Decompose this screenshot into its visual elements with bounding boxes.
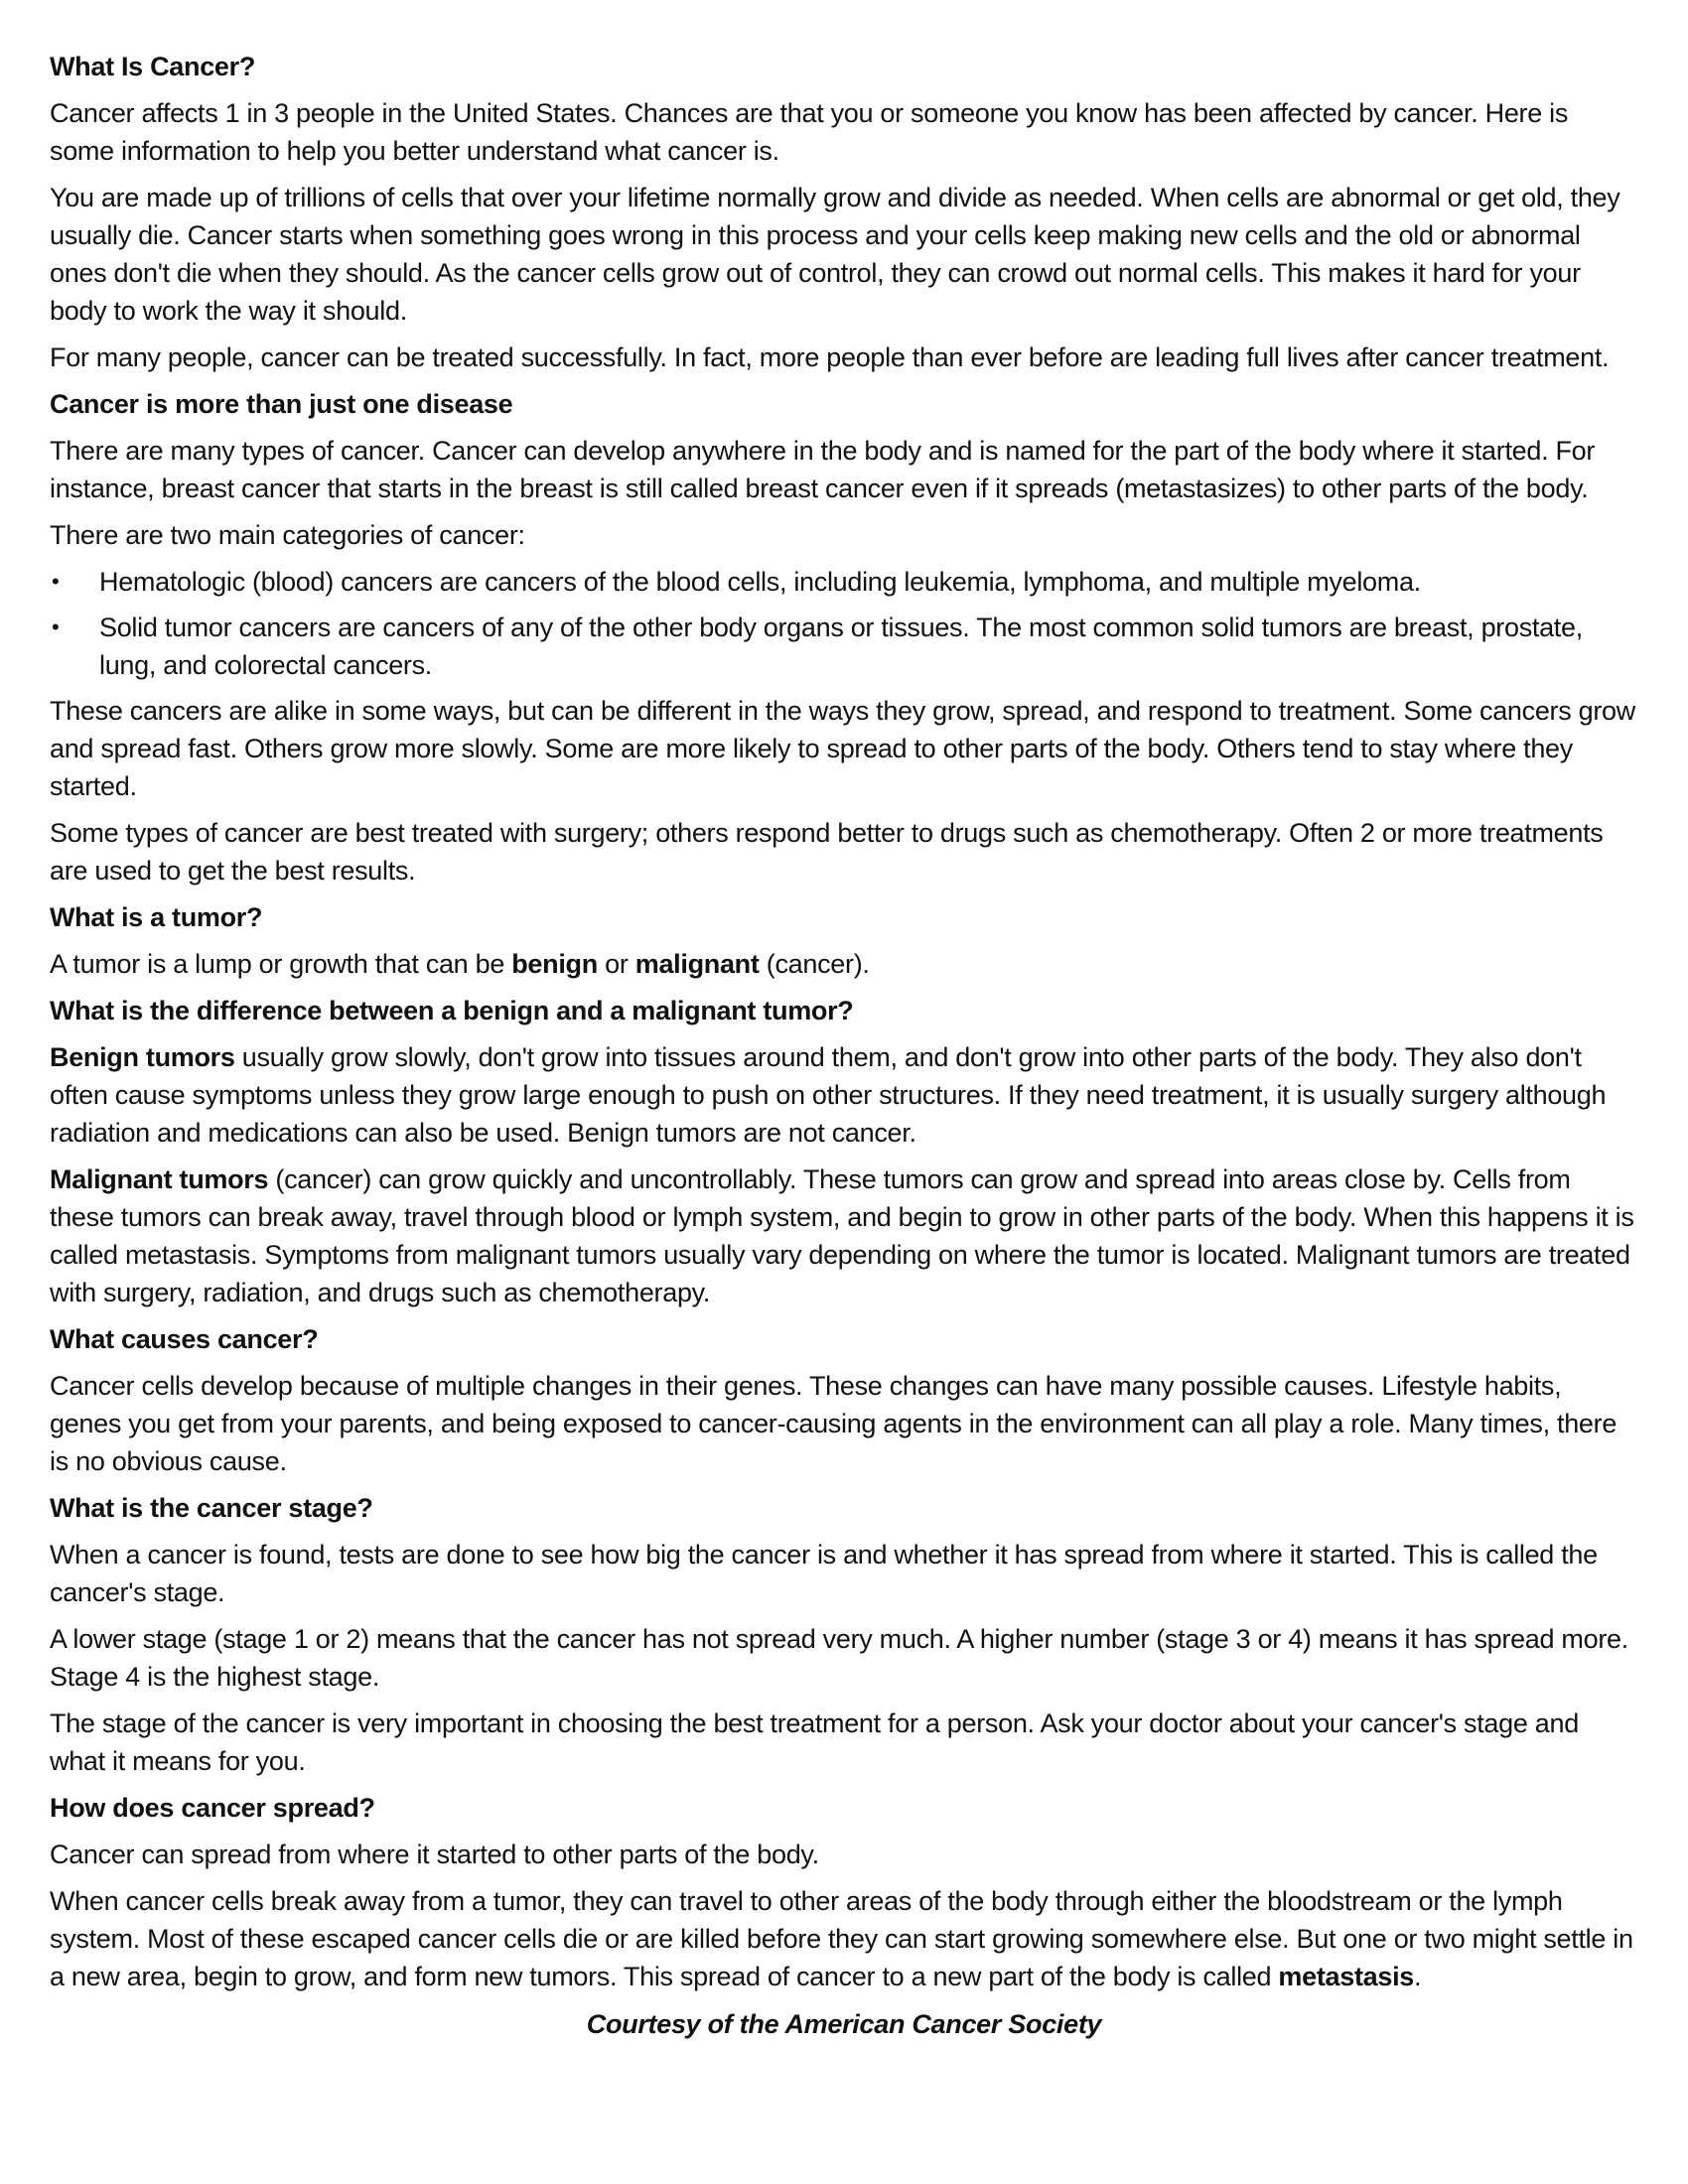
text-run: A tumor is a lump or growth that can be [50,949,512,979]
paragraph: You are made up of trillions of cells that over your lifetime normally grow and divide as needed. When cells are abnormal or get old, they usually die. Cancer starts when something goes wrong in this process and your cells keep making new cells and the old or abnormal ones don't die when they should. As the cancer cells grow out of control, they can crowd out normal cells. This makes it hard for your body to work the way it should. [50,183,1620,326]
heading-what-is-tumor: What is a tumor? [50,902,263,932]
heading-difference: What is the difference between a benign and a malignant tumor? [50,996,854,1025]
heading-cancer-stage: What is the cancer stage? [50,1493,373,1523]
list-item-text: Solid tumor cancers are cancers of any of the other body organs or tissues. The most common solid tumors are breast, prostate, lung, and colorectal cancers. [99,613,1583,680]
heading-what-causes-cancer: What causes cancer? [50,1324,319,1354]
paragraph: When a cancer is found, tests are done to see how big the cancer is and whether it has spread from where it started. This is called the cancer's stage. [50,1540,1598,1607]
courtesy-footer: Courtesy of the American Cancer Society [586,2009,1102,2039]
bullet-icon: • [52,614,60,639]
paragraph [50,1882,1638,1995]
paragraph: These cancers are alike in some ways, but can be different in the ways they grow, spread, and respond to treatment. Some cancers grow and spread fast. Others grow more slowly. Some are more likely to spread to other parts of the body. Others tend to stay where they started. [50,696,1635,801]
list-item [50,563,1638,601]
text-run: or [597,949,635,979]
term-metastasis: metastasis [1278,1962,1414,1991]
paragraph: For many people, cancer can be treated successfully. In fact, more people than ever before are leading full lives after cancer treatment. [50,342,1610,372]
paragraph [50,1038,1638,1152]
paragraph: Cancer cells develop because of multiple changes in their genes. These changes can have many possible causes. Lifestyle habits, genes you get from your parents, and being exposed to cancer-causing agents in the environment can all play a role. Many times, there is no obvious cause. [50,1371,1618,1476]
text-run: (cancer) can grow quickly and uncontrollably. These tumors can grow and spread into areas close by. Cells from these tumors can break away, travel through blood or lymph system, and begin to grow in other parts of the body. When this happens it is called metastasis. Symptoms from malignant tumors usually vary depending on where the tumor is located. Malignant tumors are treated with surgery, radiation, and drugs such as chemotherapy. [50,1164,1634,1307]
term-malignant-tumors: Malignant tumors [50,1164,269,1194]
paragraph: Cancer affects 1 in 3 people in the United States. Chances are that you or someone you know has been affected by cancer. Here is some information to help you better understand what cancer is. [50,98,1569,166]
paragraph: A lower stage (stage 1 or 2) means that the cancer has not spread very much. A higher number (stage 3 or 4) means it has spread more. Stage 4 is the highest stage. [50,1624,1628,1692]
heading-how-cancer-spreads: How does cancer spread? [50,1793,375,1823]
heading-what-is-cancer: What Is Cancer? [50,52,256,81]
text-run: (cancer). [759,949,870,979]
paragraph: The stage of the cancer is very important in choosing the best treatment for a person. Ask your doctor about your cancer's stage and what it means for you. [50,1708,1579,1776]
document-page [50,48,1638,2043]
term-malignant: malignant [634,949,760,979]
paragraph: There are many types of cancer. Cancer can develop anywhere in the body and is named for the part of the body where it started. For instance, breast cancer that starts in the breast is still called breast cancer even if it spreads (metastasizes) to other parts of the body. [50,436,1596,503]
text-run: When cancer cells break away from a tumor, they can travel to other areas of the body through either the bloodstream or the lymph system. Most of these escaped cancer cells die or are killed before they can start growing somewhere else. But one or two might settle in a new area, begin to grow, and form new tumors. This spread of cancer to a new part of the body is called [50,1886,1633,1991]
paragraph: Cancer can spread from where it started to other parts of the body. [50,1840,819,1869]
paragraph [50,1160,1638,1311]
list-item [50,609,1638,684]
paragraph [50,945,1638,983]
categories-list [50,563,1638,684]
term-benign: benign [511,949,598,979]
text-run: usually grow slowly, don't grow into tissues around them, and don't grow into other parts of the body. They also don't often cause symptoms unless they grow large enough to push on other structures. If they need treatment, it is usually surgery although radiation and medications can also be used. Benign tumors are not cancer. [50,1042,1607,1148]
heading-more-than-one-disease: Cancer is more than just one disease [50,389,513,419]
paragraph: Some types of cancer are best treated with surgery; others respond better to drugs such as chemotherapy. Often 2 or more treatments are used to get the best results. [50,818,1604,886]
bullet-icon: • [52,569,60,594]
term-benign-tumors: Benign tumors [50,1042,235,1072]
paragraph: There are two main categories of cancer: [50,520,525,550]
list-item-text: Hematologic (blood) cancers are cancers of the blood cells, including leukemia, lymphoma, and multiple myeloma. [99,567,1421,597]
text-run: . [1414,1962,1422,1991]
